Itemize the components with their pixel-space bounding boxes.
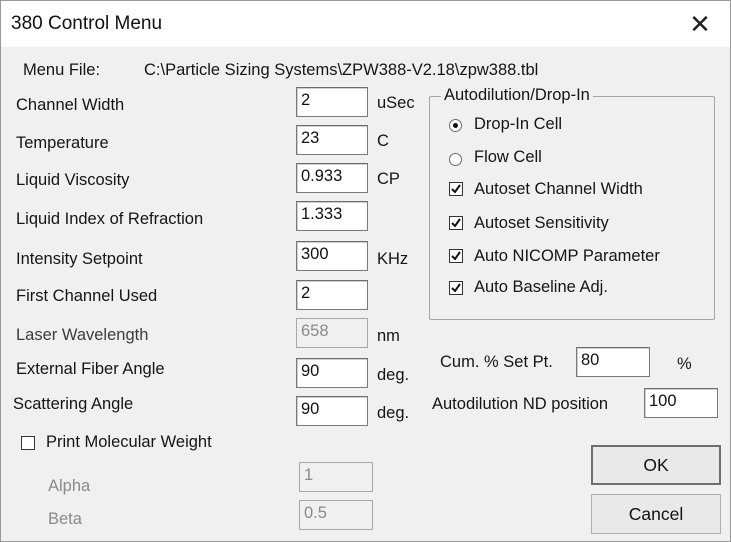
autodilution-nd-position-label: Autodilution ND position — [432, 395, 609, 413]
scattering-angle-unit: deg. — [377, 404, 410, 422]
intensity-setpoint-label: Intensity Setpoint — [16, 250, 143, 268]
beta-label: Beta — [48, 510, 82, 528]
intensity-setpoint-input[interactable]: 300 — [296, 241, 368, 271]
autoset-channel-width-checkbox[interactable] — [449, 182, 463, 196]
autoset-channel-width-label: Autoset Channel Width — [474, 180, 643, 198]
external-fiber-angle-input[interactable]: 90 — [296, 358, 368, 388]
checkmark-icon — [450, 250, 462, 262]
laser-wavelength-label: Laser Wavelength — [16, 326, 149, 344]
drop-in-cell-radio[interactable] — [449, 119, 462, 132]
auto-baseline-adj-checkbox[interactable] — [449, 281, 463, 295]
print-molecular-weight-checkbox[interactable] — [21, 436, 35, 450]
first-channel-used-label: First Channel Used — [16, 287, 158, 305]
auto-nicomp-parameter-label: Auto NICOMP Parameter — [474, 247, 660, 265]
temperature-label: Temperature — [16, 134, 109, 152]
scattering-angle-input[interactable]: 90 — [296, 396, 368, 426]
liquid-viscosity-unit: CP — [377, 170, 400, 188]
print-molecular-weight-label: Print Molecular Weight — [46, 433, 212, 451]
first-channel-used-input[interactable]: 2 — [296, 280, 368, 310]
checkmark-icon — [450, 282, 462, 294]
auto-baseline-adj-label: Auto Baseline Adj. — [474, 278, 608, 296]
autodilution-group-title: Autodilution/Drop-In — [441, 86, 593, 105]
intensity-setpoint-unit: KHz — [377, 250, 409, 268]
menu-file-path: C:\Particle Sizing Systems\ZPW388-V2.18\zpw388.tbl — [144, 61, 539, 79]
scattering-angle-label: Scattering Angle — [13, 395, 134, 413]
menu-file-label: Menu File: — [23, 61, 101, 79]
cancel-button[interactable]: Cancel — [591, 494, 721, 534]
autoset-sensitivity-label: Autoset Sensitivity — [474, 214, 609, 232]
external-fiber-angle-label: External Fiber Angle — [16, 360, 165, 378]
flow-cell-label: Flow Cell — [474, 148, 542, 166]
autodilution-nd-position-input[interactable]: 100 — [644, 388, 718, 418]
liquid-index-of-refraction-input[interactable]: 1.333 — [296, 201, 368, 231]
beta-input: 0.5 — [299, 500, 373, 530]
cum-set-point-label: Cum. % Set Pt. — [440, 353, 553, 371]
liquid-index-of-refraction-label: Liquid Index of Refraction — [16, 210, 204, 228]
laser-wavelength-input: 658 — [296, 318, 368, 348]
alpha-input: 1 — [299, 462, 373, 492]
window-title: 380 Control Menu — [11, 13, 163, 34]
temperature-input[interactable]: 23 — [296, 125, 368, 155]
autoset-sensitivity-checkbox[interactable] — [449, 216, 463, 230]
liquid-viscosity-input[interactable]: 0.933 — [296, 163, 368, 193]
alpha-label: Alpha — [48, 477, 91, 495]
channel-width-unit: uSec — [377, 94, 415, 112]
cum-set-point-input[interactable]: 80 — [576, 347, 650, 377]
checkmark-icon — [450, 183, 462, 195]
channel-width-label: Channel Width — [16, 96, 125, 114]
drop-in-cell-label: Drop-In Cell — [474, 115, 563, 133]
temperature-unit: C — [377, 132, 389, 150]
ok-button[interactable]: OK — [591, 445, 721, 485]
channel-width-input[interactable]: 2 — [296, 87, 368, 117]
checkmark-icon — [450, 217, 462, 229]
title-bar — [1, 1, 730, 47]
laser-wavelength-unit: nm — [377, 327, 400, 345]
flow-cell-radio[interactable] — [449, 153, 462, 166]
external-fiber-angle-unit: deg. — [377, 366, 410, 384]
close-button[interactable]: ✕ — [689, 9, 711, 39]
radio-selected-dot — [453, 123, 458, 128]
liquid-viscosity-label: Liquid Viscosity — [16, 171, 130, 189]
cum-set-point-unit: % — [677, 355, 692, 373]
auto-nicomp-parameter-checkbox[interactable] — [449, 249, 463, 263]
